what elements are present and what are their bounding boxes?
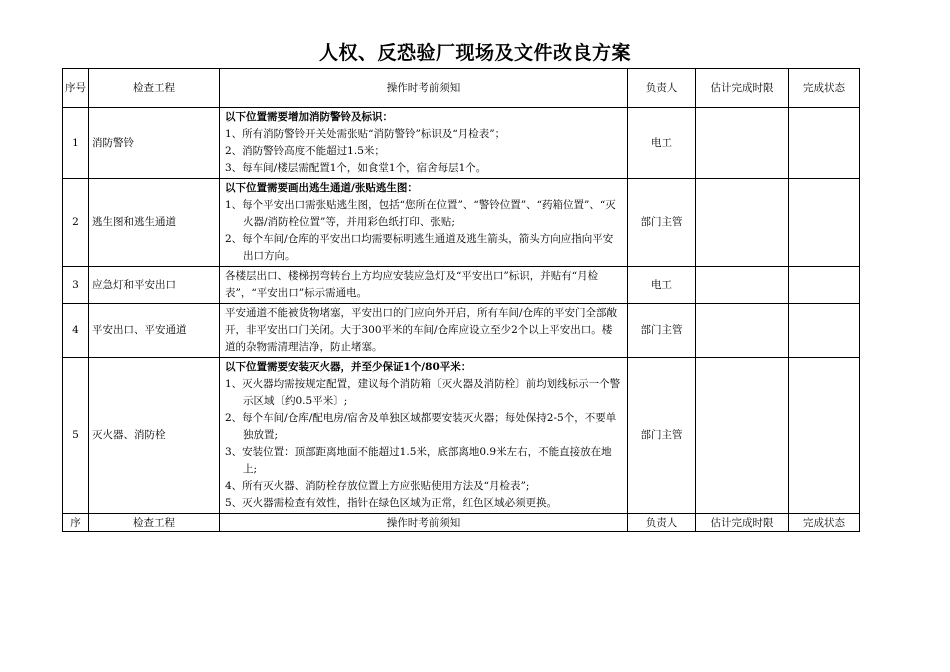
notes-line: 3、安装位置：顶部距离地面不能超过1.5米，底部离地0.9米左右，不能直接放在地上; xyxy=(225,446,612,475)
row-notes xyxy=(220,304,628,358)
table-row xyxy=(63,179,860,267)
header-item: 检查工程 xyxy=(89,69,220,108)
footer-owner: 负责人 xyxy=(628,514,696,532)
row-status[interactable] xyxy=(789,179,860,267)
notes-line: 1、每个平安出口需张贴逃生图，包括“您所在位置”、“警铃位置”、“药箱位置”、“灭火器/消防栓位置”等，并用彩色纸打印、张贴; xyxy=(225,199,616,228)
notes-line: 1、所有消防警铃开关处需张贴“消防警铃”标识及“月检表”； xyxy=(225,128,506,140)
row-no: 5 xyxy=(63,358,89,514)
header-deadline: 估计完成时限 xyxy=(696,69,789,108)
row-item: 平安出口、平安通道 xyxy=(89,304,220,358)
notes-line: 各楼层出口、楼梯拐弯转台上方均应安装应急灯及“平安出口”标识，并贴有“月检表”，“平安出口”标示需通电。 xyxy=(225,270,599,299)
footer-status: 完成状态 xyxy=(789,514,860,532)
row-notes xyxy=(220,358,628,514)
row-notes xyxy=(220,179,628,267)
row-item: 灭火器、消防栓 xyxy=(89,358,220,514)
row-status[interactable] xyxy=(789,358,860,514)
footer-notes: 操作时考前须知 xyxy=(220,514,628,532)
row-no: 4 xyxy=(63,304,89,358)
notes-title: 以下位置需要画出逃生通道/张贴逃生图： xyxy=(225,182,418,194)
notes-title: 以下位置需要安装灭火器，并至少保证1个/80平米： xyxy=(225,361,472,373)
notes-title: 以下位置需要增加消防警铃及标识： xyxy=(225,111,393,123)
notes-line: 2、消防警铃高度不能超过1.5米； xyxy=(225,145,385,157)
table-row xyxy=(63,358,860,514)
row-deadline[interactable] xyxy=(696,304,789,358)
header-status: 完成状态 xyxy=(789,69,860,108)
table-header-row xyxy=(63,69,860,108)
row-deadline[interactable] xyxy=(696,267,789,304)
row-status[interactable] xyxy=(789,267,860,304)
row-notes xyxy=(220,108,628,179)
row-deadline[interactable] xyxy=(696,358,789,514)
footer-item: 检查工程 xyxy=(89,514,220,532)
inspection-table xyxy=(62,68,860,532)
row-owner: 部门主管 xyxy=(628,304,696,358)
table-row xyxy=(63,267,860,304)
notes-line: 平安通道不能被货物堵塞，平安出口的门应向外开启，所有车间/仓库的平安门全部敞开，非平安出口门关闭。大于300平米的车间/仓库应设立至少2个以上平安出口。楼道的杂物需清理洁净，防止堵塞。 xyxy=(225,307,618,353)
row-owner: 部门主管 xyxy=(628,358,696,514)
header-notes: 操作时考前须知 xyxy=(220,69,628,108)
footer-deadline: 估计完成时限 xyxy=(696,514,789,532)
row-item: 逃生图和逃生通道 xyxy=(89,179,220,267)
document-title: 人权、反恐验厂现场及文件改良方案 xyxy=(318,42,631,64)
row-deadline[interactable] xyxy=(696,179,789,267)
notes-line: 4、所有灭火器、消防栓存放位置上方应张贴使用方法及“月检表”; xyxy=(225,480,530,492)
row-owner: 电工 xyxy=(628,108,696,179)
notes-line: 2、每个车间/仓库的平安出口均需要标明逃生通道及逃生箭头，箭头方向应指向平安出口方向。 xyxy=(225,233,614,262)
notes-line: 5、灭火器需检查有效性，指针在绿色区域为正常，红色区域必须更换。 xyxy=(225,497,558,509)
row-item: 消防警铃 xyxy=(89,108,220,179)
row-no: 1 xyxy=(63,108,89,179)
row-no: 3 xyxy=(63,267,89,304)
notes-line: 1、灭火器均需按规定配置，建议每个消防箱〔灭火器及消防栓〕前均划线标示一个警示区域〔约0.5平米〕; xyxy=(225,378,621,407)
table-row xyxy=(63,108,860,179)
table-footer-row xyxy=(63,514,860,532)
row-status[interactable] xyxy=(789,108,860,179)
row-notes xyxy=(220,267,628,304)
notes-line: 3、每车间/楼层需配置1个，如食堂1个，宿舍每层1个。 xyxy=(225,162,487,174)
header-no: 序号 xyxy=(63,69,89,108)
row-owner: 部门主管 xyxy=(628,179,696,267)
row-status[interactable] xyxy=(789,304,860,358)
header-owner: 负责人 xyxy=(628,69,696,108)
footer-no: 序 xyxy=(63,514,89,532)
row-owner: 电工 xyxy=(628,267,696,304)
notes-line: 2、每个车间/仓库/配电房/宿舍及单独区域都要安装灭火器；每处保持2-5个，不要单独放置; xyxy=(225,412,617,441)
row-item: 应急灯和平安出口 xyxy=(89,267,220,304)
row-no: 2 xyxy=(63,179,89,267)
row-deadline[interactable] xyxy=(696,108,789,179)
table-row xyxy=(63,304,860,358)
